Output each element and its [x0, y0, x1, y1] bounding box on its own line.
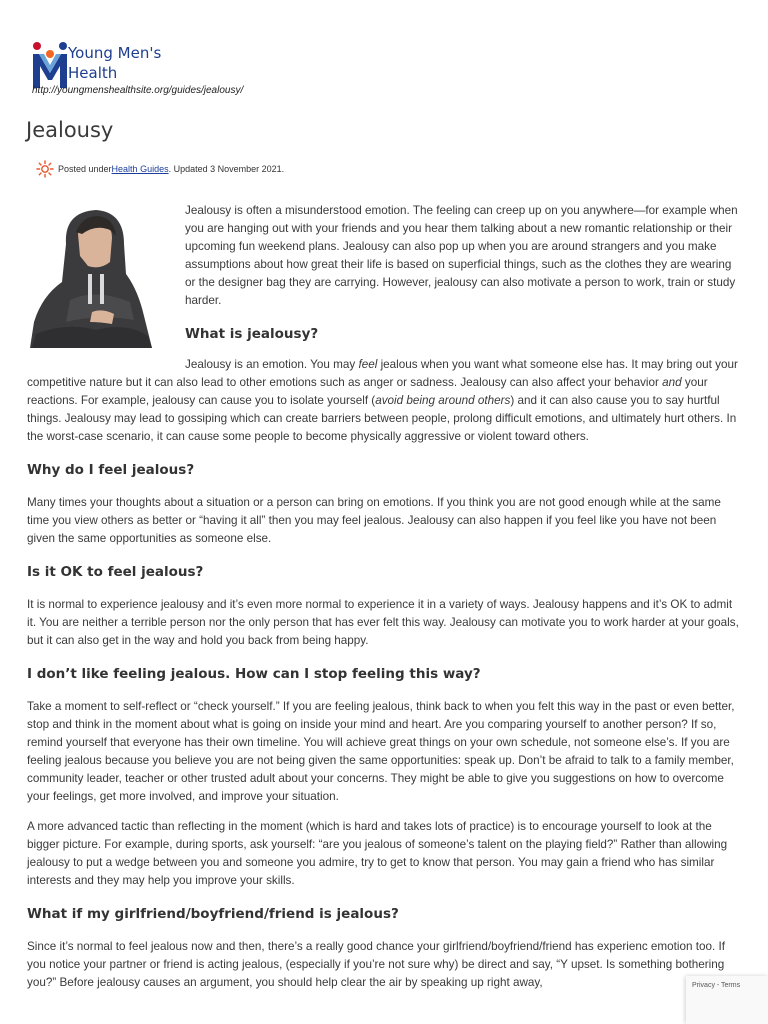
meta-updated: . Updated 3 November 2021. — [168, 164, 285, 174]
meta-prefix: Posted under — [58, 164, 112, 174]
logo-line2: Health — [68, 64, 118, 82]
intro-paragraph: Jealousy is often a misunderstood emotion. The feeling can creep up on you anywhere—for example when you are hanging out with your friends and you hear them talking about a new romantic relationship or their upcoming fun weekend plans. Jealousy can also pop up when you are around strangers and you make assumptions about how great their life is based on superficial things, such as the clothes they are wearing or the designer bag they are carrying. However, jealousy can also motivate a person to work, train or study harder. — [185, 204, 738, 307]
logo-text — [68, 43, 228, 83]
ok-paragraph: It is normal to experience jealousy and it’s even more normal to experience it in a variety of ways. Jealousy happens and it’s OK to admit it. You are neither a terrible person nor the only person that has ever felt this way. Jealousy can motivate you to work harder at your goals, but it can also get in the way and hold you back from being happy. — [27, 598, 739, 647]
recaptcha-badge[interactable] — [686, 976, 768, 1024]
what-emphasis-feel: feel — [358, 358, 378, 371]
logo-line1: Young Men's — [68, 44, 162, 62]
heading-is-it-ok: Is it OK to feel jealous? — [27, 564, 204, 580]
partner-paragraph: Since it’s normal to feel jealous now and then, there’s a really good chance your girlfriend/boyfriend/friend has experienc emotion too. If you notice your partner or friend is acting jealous, (especially if you’re not sure why) be direct and say, “Y upset. Is something bothering you?” Before jealousy causes an argument, you should help clear the air by speaking up right away, — [27, 940, 725, 989]
article-body — [27, 202, 743, 1004]
heading-what-is-jealousy: What is jealousy? — [185, 326, 319, 342]
what-paragraph — [27, 356, 743, 446]
stop-paragraph-2: A more advanced tactic than reflecting in the moment (which is hard and takes lots of practice) is to encourage yourself to look at the bigger picture. For example, during sports, ask yourself: “are you jealous of someone’s talent on the playing field?” Rather than allowing jealousy to put a wedge between you and someone you admire, try to get to know that person. You may gain a friend who has similar interests and they may help you improve your skills. — [27, 820, 728, 887]
what-emphasis-and: and — [662, 376, 682, 389]
stop-paragraph-1: Take a moment to self-reflect or “check yourself.” If you are feeling jealous, think back to when you felt this way in the past or even better, stop and think in the moment about what is going on inside your mind and heart. Are you comparing yourself to another person? If so, remind yourself that everyone has their own timeline. You will achieve great things on your own schedule, not someone else’s. If you are feeling jealous because you believe you are not being given the same opportunities: speak up. Don’t be afraid to talk to a family member, community leader, teacher or other trusted adult about your concerns. They might be able to give you suggestions on how to overcome your feelings, get more involved, and improve your situation. — [27, 700, 735, 803]
page-url: http://youngmenshealthsite.org/guides/jealousy/ — [32, 85, 244, 96]
what-text-4: ) and it can also cause you to say hurtful things. Jealousy may lead to gossiping which can create barriers between people, prolong difficult emotions, and ultimately hurt others. In the worst-case scenario, it can cause some people to become physically aggressive or violent toward others. — [27, 394, 737, 443]
what-text-3: your reactions. For example, jealousy can cause you to isolate yourself ( — [27, 376, 708, 407]
post-meta — [36, 160, 284, 178]
heading-partner-jealous: What if my girlfriend/boyfriend/friend is jealous? — [27, 906, 399, 922]
what-text-1: Jealousy is an emotion. You may — [185, 358, 359, 371]
recaptcha-privacy-terms[interactable]: Privacy - Terms — [692, 982, 741, 989]
why-paragraph: Many times your thoughts about a situation or a person can bring on emotions. If you think you are not good enough while at the same time you view others as better or “having it all” then you may feel jealous. Jealousy can also happen if you feel like you have not been given the same opportunities as someone else. — [27, 496, 721, 545]
sun-icon — [36, 160, 54, 178]
what-emphasis-avoid: avoid being around others — [375, 394, 511, 407]
heading-stop-feeling: I don’t like feeling jealous. How can I stop feeling this way? — [27, 666, 481, 682]
health-guides-link[interactable]: Health Guides — [111, 164, 169, 174]
heading-why-jealous: Why do I feel jealous? — [27, 462, 195, 478]
page-title: Jealousy — [26, 118, 114, 142]
what-text-2: jealous when you want what someone else has. It may bring out your competitive nature but it can also lead to other emotions such as anger or sadness. Jealousy can also affect your behavior — [27, 358, 738, 389]
